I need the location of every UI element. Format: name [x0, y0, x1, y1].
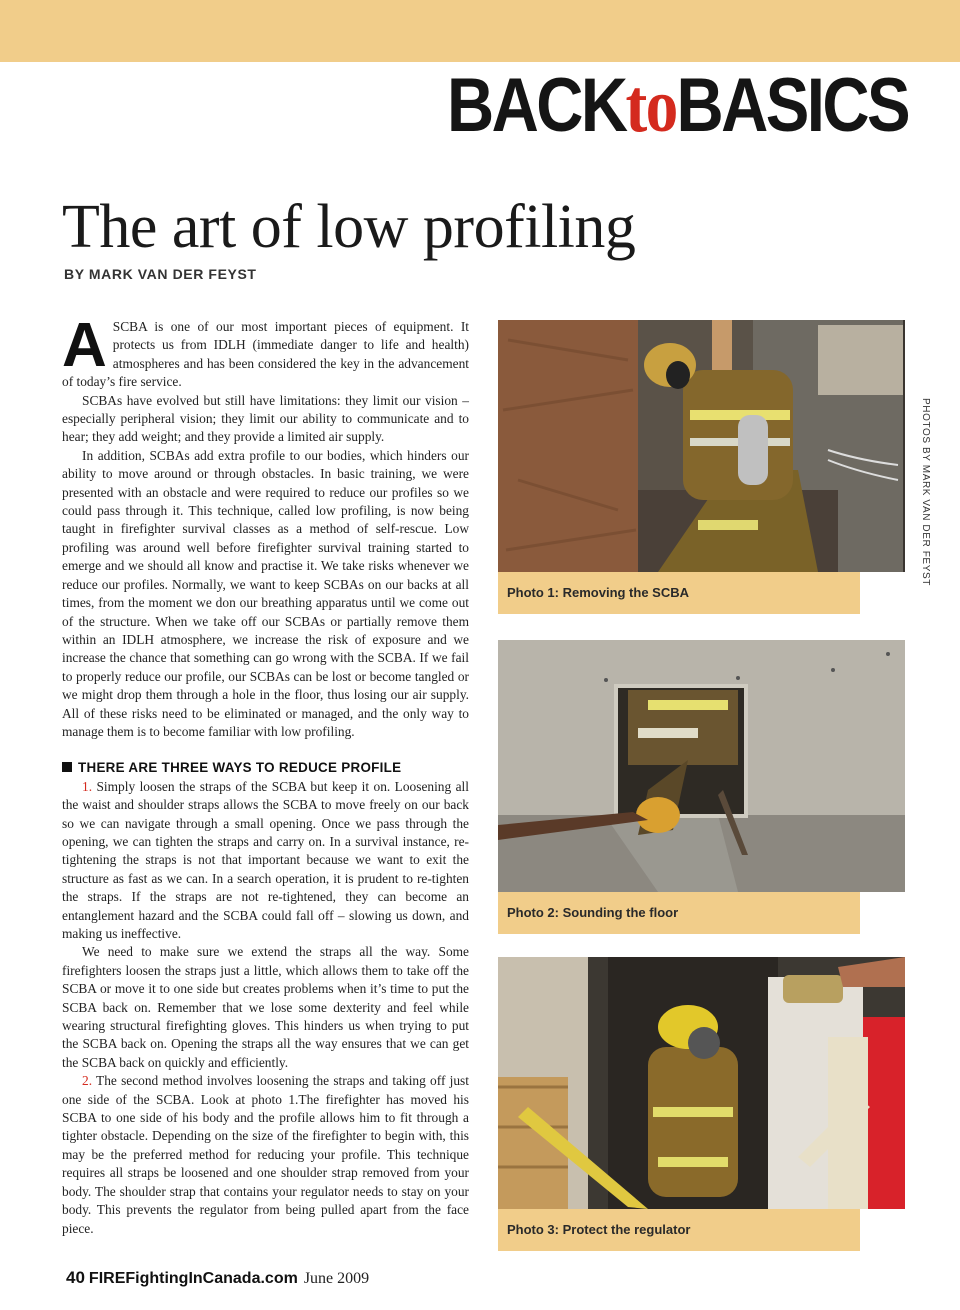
photo-3-figure — [498, 957, 905, 1251]
page-footer — [66, 1268, 369, 1288]
article-body — [62, 311, 469, 1238]
photo-3-image — [498, 957, 905, 1209]
photo-1-image — [498, 320, 905, 572]
photo-3-caption: Photo 3: Protect the regulator — [498, 1209, 860, 1251]
sounding-floor-illustration — [498, 640, 905, 892]
firefighter-doorway-illustration — [498, 320, 905, 572]
protect-regulator-illustration — [498, 957, 905, 1209]
photo-credit: PHOTOS BY MARK VAN DER FEYST — [920, 398, 931, 586]
photo-1-figure — [498, 320, 905, 614]
section-logo — [447, 63, 908, 148]
body-paragraph: In addition, SCBAs add extra profile to our bodies, which hinders our ability to move around or through obstacles. In basic training, we were presented with an obstacle and were required to reduce our profiles so we could pass through it. This technique, called low profiling, is now being taught in firefighter survival classes as a method of self-rescue. Low profiling was around well before firefighter survival training started to emerge and we should all know and practise it. We take risks whenever we reduce our profiles. Normally, we want to keep SCBAs on our backs at all times, from the moment we don our breathing apparatus until we come out of the structure. When we take off our SCBAs or partially remove them within an IDLH atmosphere, we increase the risk of exposure and we increase the chance that something can go wrong with the SCBA. If we fail to properly reduce our profile, our SCBAs can be lost or become tangled or we might drop them through a hole in the floor, thus losing our air supply. All of these risks need to be eliminated or managed, and the only way to manage them is to become familiar with low profiling. — [62, 447, 469, 739]
drop-cap: A — [62, 311, 107, 380]
top-color-band — [0, 0, 960, 62]
square-bullet-icon — [62, 762, 72, 772]
page-number: 40 — [66, 1268, 85, 1287]
byline: BY MARK VAN DER FEYST — [64, 266, 257, 282]
section-subhead: THERE ARE THREE WAYS TO REDUCE PROFILE — [62, 759, 469, 777]
photo-1-caption: Photo 1: Removing the SCBA — [498, 572, 860, 614]
photo-2-figure — [498, 640, 905, 934]
article-title: The art of low profiling — [62, 193, 636, 261]
photo-2-caption: Photo 2: Sounding the floor — [498, 892, 860, 934]
method-number: 2. — [82, 1073, 93, 1089]
method-1-paragraph: 1. Simply loosen the straps of the SCBA but keep it on. Loosening all the waist and shoulder straps allows the SCBA to move freely on our back so we can navigate through a small opening. Once we pass through the opening, we can tighten the straps and carry on. In a survival instance, re-tightening the straps is not that important because we want to exit the structure as fast as we can. In a search operation, it is prudent to re-tighten the straps. If the straps are not re-tightened, they can become an entanglement hazard and the SCBA could fall off – slowing us down, and making us ineffective. — [62, 778, 469, 941]
footer-website: FIREFightingInCanada.com — [88, 1270, 298, 1287]
method-2-paragraph: 2. The second method involves loosening the straps and taking off just one side of the SCBA. Look at photo 1.The firefighter has moved his SCBA to one side of his body and the profile allows him to fit through a tighter obstacle. Depending on the size of the firefighter to begin with, this may be the preferred method for reducing your profile. This technique requires all straps be loosened and one shoulder strap removed from your body. The shoulder strap that contains your regulator needs to stay on your body. This prevents the regulator from being pulled apart from the face piece. — [62, 1073, 469, 1236]
body-paragraph: SCBAs have evolved but still have limitations: they limit our vision – especially peripheral vision; they limit our ability to communicate and to hear; they add weight; and they provide a limited air supply. — [62, 392, 469, 445]
logo-back: BACK — [447, 63, 626, 148]
body-paragraph: We need to make sure we extend the straps all the way. Some firefighters loosen the straps just a little, which allows them to take off the SCBA or move it to one side but creates problems when it’s time to put the SCBA back on. Remember that we lose some dexterity and feel while wearing structural firefighting gloves. This hinders us when trying to put the SCBA back on. Opening the straps all the way ensures that we can get the SCBA back on quickly and efficiently. — [62, 944, 469, 1070]
issue-date: June 2009 — [303, 1270, 370, 1287]
logo-basics: BASICS — [676, 63, 908, 148]
method-number: 1. — [82, 778, 93, 794]
logo-to: to — [625, 64, 677, 148]
photo-2-image — [498, 640, 905, 892]
intro-paragraph: ASCBA is one of our most important pieces of equipment. It protects us from IDLH (immediate danger to life and health) atmospheres and has been considered the key in the advancement of today’s fire service. — [62, 311, 469, 390]
